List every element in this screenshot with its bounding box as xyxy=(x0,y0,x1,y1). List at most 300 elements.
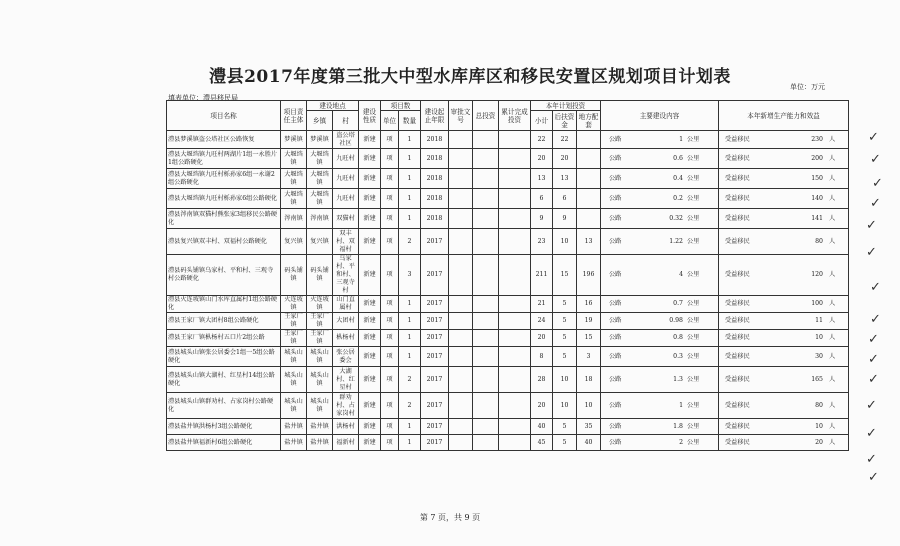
cap-label: 受益移民 xyxy=(725,135,750,143)
cell-village: 九旺村 xyxy=(333,189,359,209)
cell-capacity xyxy=(719,229,849,255)
cell-approval xyxy=(449,435,473,451)
cap-label: 受益移民 xyxy=(725,237,750,245)
cap-unit: 人 xyxy=(829,300,836,307)
header-unit: 单位 xyxy=(381,111,399,131)
cell-support: 9 xyxy=(553,209,577,229)
cell-unit: 项 xyxy=(381,149,399,169)
content-unit: 公里 xyxy=(687,135,700,143)
cell-owner: 大堰垱镇 xyxy=(281,149,307,169)
cell-owner: 盐井镇 xyxy=(281,435,307,451)
checkmark-icon: ✓ xyxy=(866,218,877,233)
cell-town: 王家厂镇 xyxy=(307,313,333,330)
cell-unit: 项 xyxy=(381,347,399,367)
cell-owner: 梦溪镇 xyxy=(281,131,307,149)
cell-name: 澧县大堰垱镇九旺村两湖片1组一永胜片1组公路硬化 xyxy=(167,149,281,169)
cell-name: 澧县码头铺镇乌家村、平和村、三观寺村公路硬化 xyxy=(167,255,281,296)
content-unit: 公里 xyxy=(687,352,700,360)
cell-name: 澧县复兴镇双丰村、双福村公路硬化 xyxy=(167,229,281,255)
cell-completed xyxy=(499,347,531,367)
content-label: 公路 xyxy=(609,300,622,307)
cell-completed xyxy=(499,330,531,347)
cell-year: 2017 xyxy=(421,435,449,451)
cell-completed xyxy=(499,189,531,209)
cap-unit: 人 xyxy=(829,194,836,202)
cell-owner: 火连坡镇 xyxy=(281,296,307,313)
content-val: 0.98 xyxy=(669,317,683,324)
cell-owner: 复兴镇 xyxy=(281,229,307,255)
cell-completed xyxy=(499,393,531,419)
cell-owner: 王家厂镇 xyxy=(281,330,307,347)
cell-content xyxy=(601,393,719,419)
content-val: 0.8 xyxy=(673,334,683,341)
cell-count: 1 xyxy=(399,209,421,229)
cell-year: 2018 xyxy=(421,131,449,149)
cell-town: 城头山镇 xyxy=(307,393,333,419)
cell-nature: 新建 xyxy=(359,330,381,347)
content-label: 公路 xyxy=(609,317,622,324)
cell-approval xyxy=(449,229,473,255)
header-count: 数量 xyxy=(399,111,421,131)
cap-val: 80 xyxy=(815,401,823,409)
cell-support: 5 xyxy=(553,313,577,330)
cell-capacity xyxy=(719,419,849,435)
cell-completed xyxy=(499,313,531,330)
cell-village: 盗公塔社区 xyxy=(333,131,359,149)
cell-support: 20 xyxy=(553,149,577,169)
content-unit: 公里 xyxy=(687,271,700,278)
cap-unit: 人 xyxy=(829,154,836,162)
cell-total xyxy=(473,209,499,229)
cell-town: 涔南镇 xyxy=(307,209,333,229)
cell-approval xyxy=(449,419,473,435)
cap-val: 20 xyxy=(815,438,823,446)
cell-total xyxy=(473,229,499,255)
content-unit: 公里 xyxy=(687,375,700,383)
page-footer: 第 7 页，共 9 页 xyxy=(419,513,481,522)
cell-local xyxy=(577,189,601,209)
cell-support: 5 xyxy=(553,296,577,313)
cap-val: 10 xyxy=(815,334,823,341)
content-val: 1.3 xyxy=(673,375,683,383)
cell-year: 2017 xyxy=(421,255,449,296)
cell-nature: 新建 xyxy=(359,169,381,189)
cell-capacity xyxy=(719,169,849,189)
cell-total xyxy=(473,435,499,451)
cell-unit: 项 xyxy=(381,393,399,419)
cell-approval xyxy=(449,169,473,189)
cell-village: 双猫村 xyxy=(333,209,359,229)
table-row xyxy=(167,229,849,255)
content-label: 公路 xyxy=(609,375,622,383)
cell-owner: 码头铺镇 xyxy=(281,255,307,296)
content-unit: 公里 xyxy=(687,174,700,182)
cell-year: 2018 xyxy=(421,149,449,169)
cell-content xyxy=(601,419,719,435)
cell-support: 10 xyxy=(553,229,577,255)
cap-val: 80 xyxy=(815,237,823,245)
unit-note: 单位：万元 xyxy=(790,83,825,91)
cell-subtotal: 20 xyxy=(531,330,553,347)
cap-unit: 人 xyxy=(829,214,836,222)
checkmark-icon: ✓ xyxy=(870,196,881,211)
cell-town: 城头山镇 xyxy=(307,347,333,367)
cell-local: 16 xyxy=(577,296,601,313)
cell-local: 10 xyxy=(577,393,601,419)
cap-label: 受益移民 xyxy=(725,375,750,383)
cell-name: 澧县大堰垱镇九旺村栎孙家6组一永谢2组公路硬化 xyxy=(167,169,281,189)
content-unit: 公里 xyxy=(687,214,700,222)
cell-total xyxy=(473,255,499,296)
cell-nature: 新建 xyxy=(359,189,381,209)
table-row xyxy=(167,131,849,149)
content-label: 公路 xyxy=(609,154,622,162)
cell-nature: 新建 xyxy=(359,419,381,435)
table-row xyxy=(167,435,849,451)
cap-unit: 人 xyxy=(829,401,836,409)
cell-count: 2 xyxy=(399,393,421,419)
header-content: 主要建设内容 xyxy=(601,101,719,131)
cell-count: 1 xyxy=(399,330,421,347)
cell-nature: 新建 xyxy=(359,209,381,229)
content-val: 0.32 xyxy=(669,214,683,222)
cell-support: 10 xyxy=(553,367,577,393)
content-label: 公路 xyxy=(609,214,622,222)
cell-capacity xyxy=(719,313,849,330)
cap-unit: 人 xyxy=(829,375,836,383)
cell-total xyxy=(473,189,499,209)
content-unit: 公里 xyxy=(687,438,700,446)
header-plan: 本年计划投资 xyxy=(531,101,601,111)
content-val: 1 xyxy=(679,401,683,409)
cell-completed xyxy=(499,131,531,149)
cell-total xyxy=(473,367,499,393)
cell-name: 澧县城头山镇群劝村、占家岗村公路硬化 xyxy=(167,393,281,419)
table-row xyxy=(167,209,849,229)
content-val: 0.7 xyxy=(673,300,683,307)
cell-support: 22 xyxy=(553,131,577,149)
cell-nature: 新建 xyxy=(359,229,381,255)
cell-content xyxy=(601,435,719,451)
cell-support: 6 xyxy=(553,189,577,209)
cell-town: 码头铺镇 xyxy=(307,255,333,296)
checkmark-icon: ✓ xyxy=(870,152,881,167)
cap-label: 受益移民 xyxy=(725,194,750,202)
cell-approval xyxy=(449,255,473,296)
table-row xyxy=(167,419,849,435)
table-row xyxy=(167,255,849,296)
cell-village: 乌家村、平和村、三观寺村 xyxy=(333,255,359,296)
cap-val: 120 xyxy=(811,271,823,278)
cell-content xyxy=(601,313,719,330)
cell-subtotal: 8 xyxy=(531,347,553,367)
content-val: 0.6 xyxy=(673,154,683,162)
cell-town: 大堰垱镇 xyxy=(307,149,333,169)
cell-approval xyxy=(449,296,473,313)
cell-completed xyxy=(499,367,531,393)
checkmark-icon: ✓ xyxy=(868,470,879,485)
cell-content xyxy=(601,169,719,189)
cell-village: 福新村 xyxy=(333,435,359,451)
content-unit: 公里 xyxy=(687,334,700,341)
cell-owner: 大堰垱镇 xyxy=(281,189,307,209)
content-val: 0.2 xyxy=(673,194,683,202)
cell-nature: 新建 xyxy=(359,313,381,330)
content-label: 公路 xyxy=(609,334,622,341)
content-label: 公路 xyxy=(609,401,622,409)
cell-support: 15 xyxy=(553,255,577,296)
cell-year: 2018 xyxy=(421,189,449,209)
header-project: 项目名称 xyxy=(167,101,281,131)
cell-unit: 项 xyxy=(381,313,399,330)
cell-year: 2017 xyxy=(421,367,449,393)
cell-content xyxy=(601,189,719,209)
cell-capacity xyxy=(719,209,849,229)
cell-subtotal: 13 xyxy=(531,169,553,189)
cell-local xyxy=(577,169,601,189)
checkmark-icon: ✓ xyxy=(868,352,879,367)
cell-owner: 盐井镇 xyxy=(281,419,307,435)
cell-unit: 项 xyxy=(381,296,399,313)
content-unit: 公里 xyxy=(687,154,700,162)
table-row xyxy=(167,313,849,330)
cell-unit: 项 xyxy=(381,255,399,296)
cell-village: 山门直属村 xyxy=(333,296,359,313)
content-label: 公路 xyxy=(609,174,622,182)
cell-support: 5 xyxy=(553,419,577,435)
cell-completed xyxy=(499,149,531,169)
cell-town: 大堰垱镇 xyxy=(307,189,333,209)
cell-approval xyxy=(449,367,473,393)
cell-nature: 新建 xyxy=(359,255,381,296)
header-years: 建设起止年限 xyxy=(421,101,449,131)
cell-subtotal: 23 xyxy=(531,229,553,255)
cell-local: 19 xyxy=(577,313,601,330)
cell-content xyxy=(601,330,719,347)
cell-village: 双丰村、双福村 xyxy=(333,229,359,255)
cell-count: 1 xyxy=(399,189,421,209)
cap-unit: 人 xyxy=(829,135,836,143)
header-owner: 项目责任主体 xyxy=(281,101,307,131)
cell-town: 复兴镇 xyxy=(307,229,333,255)
cell-unit: 项 xyxy=(381,419,399,435)
cell-village: 群劝村、占家岗村 xyxy=(333,393,359,419)
cell-unit: 项 xyxy=(381,131,399,149)
header-support: 后扶资金 xyxy=(553,111,577,131)
header-quantity: 项目数 xyxy=(381,101,421,111)
cell-local: 35 xyxy=(577,419,601,435)
cell-owner: 城头山镇 xyxy=(281,393,307,419)
cap-val: 140 xyxy=(811,194,823,202)
content-unit: 公里 xyxy=(687,194,700,202)
cell-unit: 项 xyxy=(381,209,399,229)
cell-nature: 新建 xyxy=(359,435,381,451)
cap-label: 受益移民 xyxy=(725,334,750,341)
cell-subtotal: 211 xyxy=(531,255,553,296)
cell-local xyxy=(577,149,601,169)
cell-year: 2017 xyxy=(421,347,449,367)
cell-subtotal: 20 xyxy=(531,149,553,169)
cell-subtotal: 45 xyxy=(531,435,553,451)
cell-support: 5 xyxy=(553,435,577,451)
content-label: 公路 xyxy=(609,271,622,278)
cell-village: 张公居委会 xyxy=(333,347,359,367)
document-title: 澧县2017年度第三批大中型水库库区和移民安置区规划项目计划表 xyxy=(209,67,731,87)
header-capacity: 本年新增生产能力和效益 xyxy=(719,101,849,131)
cap-unit: 人 xyxy=(829,438,836,446)
cell-nature: 新建 xyxy=(359,367,381,393)
cell-capacity xyxy=(719,255,849,296)
cap-label: 受益移民 xyxy=(725,174,750,182)
cell-subtotal: 6 xyxy=(531,189,553,209)
table-row xyxy=(167,296,849,313)
cell-support: 13 xyxy=(553,169,577,189)
cell-subtotal: 28 xyxy=(531,367,553,393)
content-label: 公路 xyxy=(609,194,622,202)
cell-unit: 项 xyxy=(381,169,399,189)
cell-capacity xyxy=(719,435,849,451)
cell-total xyxy=(473,149,499,169)
cell-capacity xyxy=(719,347,849,367)
cell-approval xyxy=(449,189,473,209)
cell-approval xyxy=(449,209,473,229)
cell-count: 1 xyxy=(399,419,421,435)
cell-name: 澧县火连坡镇山门水库直属村1组公路硬化 xyxy=(167,296,281,313)
cell-capacity xyxy=(719,296,849,313)
cap-unit: 人 xyxy=(829,317,836,324)
cap-val: 141 xyxy=(811,214,823,222)
content-val: 1 xyxy=(679,135,683,143)
cell-name: 澧县盐井镇福新村6组公路硬化 xyxy=(167,435,281,451)
cell-approval xyxy=(449,393,473,419)
cap-val: 150 xyxy=(811,174,823,182)
content-label: 公路 xyxy=(609,237,622,245)
cell-count: 1 xyxy=(399,435,421,451)
cell-name: 澧县梦溪镇盗公塔社区公路恢复 xyxy=(167,131,281,149)
content-val: 0.4 xyxy=(673,174,683,182)
checkmark-icon: ✓ xyxy=(868,332,879,347)
cap-unit: 人 xyxy=(829,237,836,245)
cell-capacity xyxy=(719,131,849,149)
cell-subtotal: 20 xyxy=(531,393,553,419)
header-nature: 建设性质 xyxy=(359,101,381,131)
cell-completed xyxy=(499,419,531,435)
cell-unit: 项 xyxy=(381,189,399,209)
cell-completed xyxy=(499,169,531,189)
cap-val: 30 xyxy=(815,352,823,360)
cell-content xyxy=(601,255,719,296)
table-row xyxy=(167,347,849,367)
cell-completed xyxy=(499,296,531,313)
cell-nature: 新建 xyxy=(359,296,381,313)
cell-local: 3 xyxy=(577,347,601,367)
content-val: 2 xyxy=(679,438,683,446)
cell-count: 2 xyxy=(399,367,421,393)
cell-nature: 新建 xyxy=(359,131,381,149)
cell-capacity xyxy=(719,149,849,169)
header-subtotal: 小计 xyxy=(531,111,553,131)
plan-table xyxy=(166,100,849,451)
checkmark-icon: ✓ xyxy=(866,245,877,260)
cell-village: 九旺村 xyxy=(333,169,359,189)
cell-year: 2018 xyxy=(421,209,449,229)
cell-approval xyxy=(449,131,473,149)
cell-owner: 大堰垱镇 xyxy=(281,169,307,189)
cell-completed xyxy=(499,209,531,229)
cell-year: 2018 xyxy=(421,169,449,189)
content-val: 1.8 xyxy=(673,422,683,430)
cell-nature: 新建 xyxy=(359,393,381,419)
checkmark-icon: ✓ xyxy=(868,130,879,145)
cell-subtotal: 24 xyxy=(531,313,553,330)
table-row xyxy=(167,189,849,209)
cap-label: 受益移民 xyxy=(725,300,750,307)
table-row xyxy=(167,169,849,189)
cell-capacity xyxy=(719,330,849,347)
cell-total xyxy=(473,131,499,149)
cell-year: 2017 xyxy=(421,330,449,347)
cell-content xyxy=(601,209,719,229)
cap-label: 受益移民 xyxy=(725,401,750,409)
cell-town: 火连坡镇 xyxy=(307,296,333,313)
cell-content xyxy=(601,367,719,393)
cell-approval xyxy=(449,347,473,367)
cap-label: 受益移民 xyxy=(725,154,750,162)
cell-content xyxy=(601,296,719,313)
cell-year: 2017 xyxy=(421,296,449,313)
cell-owner: 城头山镇 xyxy=(281,347,307,367)
cell-local: 40 xyxy=(577,435,601,451)
cell-name: 澧县大堰垱镇九旺村栎孙家6组公路硬化 xyxy=(167,189,281,209)
cell-year: 2017 xyxy=(421,393,449,419)
cell-local: 196 xyxy=(577,255,601,296)
filler-note: 填表单位：澧县移民局 xyxy=(168,94,238,102)
content-label: 公路 xyxy=(609,438,622,446)
cell-total xyxy=(473,347,499,367)
content-val: 0.3 xyxy=(673,352,683,360)
cell-completed xyxy=(499,229,531,255)
cap-label: 受益移民 xyxy=(725,352,750,360)
cap-unit: 人 xyxy=(829,174,836,182)
cap-val: 200 xyxy=(811,154,823,162)
cell-count: 2 xyxy=(399,229,421,255)
cell-completed xyxy=(499,435,531,451)
cap-val: 10 xyxy=(815,422,823,430)
cell-owner: 涔南镇 xyxy=(281,209,307,229)
table-row xyxy=(167,367,849,393)
cell-unit: 项 xyxy=(381,435,399,451)
cap-unit: 人 xyxy=(829,352,836,360)
cell-name: 澧县城头山镇大湖村、红星村14组公路硬化 xyxy=(167,367,281,393)
cell-town: 大堰垱镇 xyxy=(307,169,333,189)
cap-unit: 人 xyxy=(829,334,836,341)
cap-label: 受益移民 xyxy=(725,271,750,278)
cell-village: 洪杨村 xyxy=(333,419,359,435)
cell-subtotal: 22 xyxy=(531,131,553,149)
cap-val: 230 xyxy=(811,135,823,143)
cell-name: 澧县盐井镇洪杨村3组公路硬化 xyxy=(167,419,281,435)
cell-village: 大团村 xyxy=(333,313,359,330)
cell-year: 2017 xyxy=(421,229,449,255)
header-completed: 累计完成投资 xyxy=(499,101,531,131)
cell-count: 1 xyxy=(399,169,421,189)
cell-subtotal: 21 xyxy=(531,296,553,313)
cell-unit: 项 xyxy=(381,229,399,255)
cell-count: 1 xyxy=(399,313,421,330)
cell-support: 10 xyxy=(553,393,577,419)
table-row xyxy=(167,149,849,169)
cap-val: 11 xyxy=(815,317,823,324)
